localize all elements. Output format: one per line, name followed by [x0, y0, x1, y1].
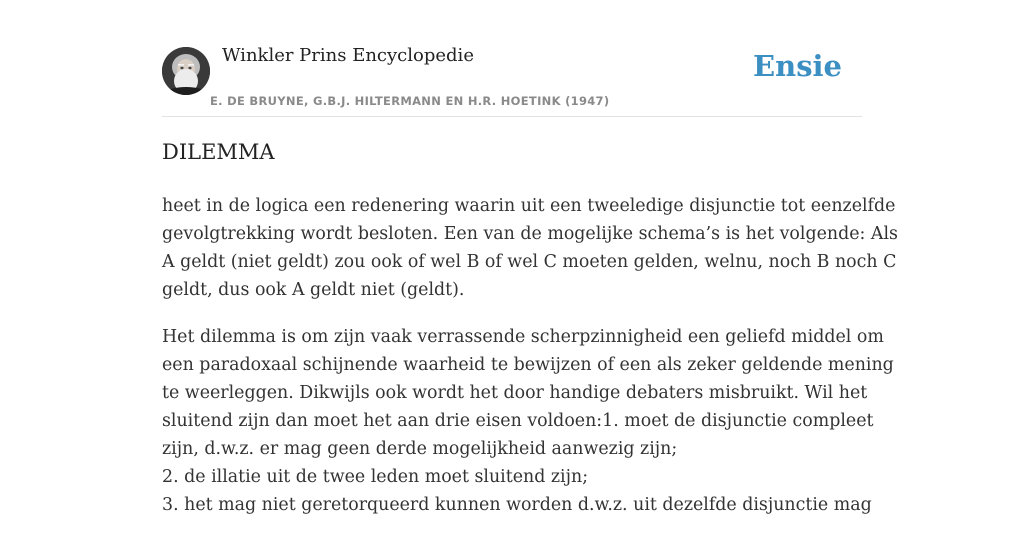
header	[162, 0, 862, 117]
text-line: A geldt (niet geldt) zou ook of wel B of wel C moeten gelden, welnu, noch B noch C	[162, 252, 897, 272]
paragraph-2	[162, 323, 894, 519]
text-line: te weerleggen. Dikwijls ook wordt het door handige debaters misbruikt. Wil het	[162, 383, 868, 403]
ensie-logo[interactable]: Ensie	[753, 49, 842, 83]
text-line: gevolgtrekking wordt besloten. Een van de mogelijke schema’s is het volgende: Als	[162, 224, 898, 244]
paragraph-1	[162, 192, 898, 304]
text-line: 2. de illatie uit de twee leden moet sluitend zijn;	[162, 467, 589, 487]
text-line: zijn, d.w.z. er mag geen derde mogelijkheid aanwezig zijn;	[162, 439, 678, 459]
text-line: 3. het mag niet geretorqueerd kunnen worden d.w.z. uit dezelfde disjunctie mag	[162, 495, 872, 515]
portrait-avatar-icon[interactable]	[162, 47, 210, 95]
article-title: DILEMMA	[162, 140, 275, 164]
text-line: een paradoxaal schijnende waarheid te bewijzen of een als zeker geldende mening	[162, 355, 894, 375]
text-line: geldt, dus ook A geldt niet (geldt).	[162, 280, 465, 300]
text-line: Het dilemma is om zijn vaak verrassende scherpzinnigheid een geliefd middel om	[162, 327, 884, 347]
site-title-link[interactable]: Winkler Prins Encyclopedie	[222, 45, 474, 66]
article-body	[162, 192, 898, 538]
text-line: sluitend zijn dan moet het aan drie eisen voldoen:1. moet de disjunctie compleet	[162, 411, 874, 431]
authors-byline: E. DE BRUYNE, G.B.J. HILTERMANN EN H.R. HOETINK (1947)	[210, 94, 610, 108]
text-line: heet in de logica een redenering waarin uit een tweeledige disjunctie tot eenzelfde	[162, 196, 896, 216]
page	[162, 0, 898, 515]
